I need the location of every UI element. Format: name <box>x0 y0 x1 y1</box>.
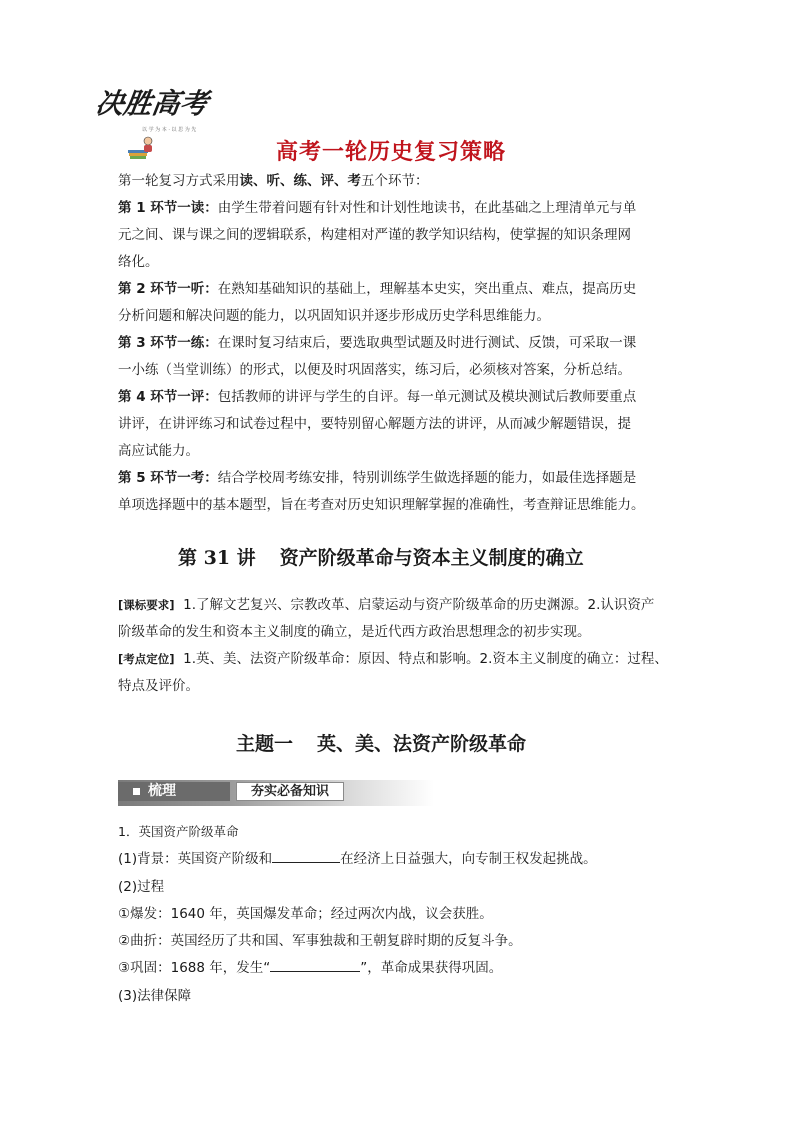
lecture-title: 第 31 讲 资产阶级革命与资本主义制度的确立 <box>178 547 584 569</box>
consolidation-line: ③巩固：1688 年，发生“ ”，革命成果获得巩固。 <box>118 956 502 980</box>
step-2-paragraph: 第 2 环节一听：在熟知基础知识的基础上，理解基本史实，突出重点、难点，提高历史 分析问题和解决问题的能力，以巩固知识并逐步形成历史学科思维能力。 <box>118 281 637 324</box>
process-heading: (2)过程 <box>118 879 165 895</box>
legal-heading: (3)法律保障 <box>118 988 192 1004</box>
background-line: (1)背景：英国资产阶级和 在经济上日益强大，向专制王权发起挑战。 <box>118 847 597 871</box>
twists-line: ②曲折：英国经历了共和国、军事独裁和王朝复辟时期的反复斗争。 <box>118 933 522 949</box>
section-heading: 1．英国资产阶级革命 <box>118 824 239 839</box>
logo-subtitle: 以 学 为 本 · 以 思 为 先 <box>142 127 197 133</box>
fill-in-blank[interactable] <box>270 957 360 972</box>
student-reading-icon <box>126 134 156 160</box>
topic-title: 主题一 英、美、法资产阶级革命 <box>236 733 527 755</box>
outbreak-line: ①爆发：1640 年，英国爆发革命；经过两次内战，议会获胜。 <box>118 906 493 922</box>
step-4-paragraph: 第 4 环节一评：包括教师的讲评与学生的自评。每一单元测试及模块测试后教师要重点 讲评，在讲评练习和试卷过程中，要特别留心解题方法的讲评，从而减少解题错误，提 高应试能力。 <box>118 389 637 459</box>
fill-in-blank[interactable] <box>272 848 340 863</box>
section-banner <box>118 780 434 806</box>
page-title: 高考一轮历史复习策略 <box>276 140 507 165</box>
step-label: 第 4 环节一评： <box>118 389 218 405</box>
step-5-paragraph: 第 5 环节一考：结合学校周考练安排，特别训练学生做选择题的能力，如最佳选择题是 单项选择题中的基本题型，旨在考查对历史知识理解掌握的准确性，考查辩证思维能力。 <box>118 470 645 513</box>
step-label: 第 3 环节一练： <box>118 335 218 351</box>
step-label: 第 1 环节一读： <box>118 200 218 216</box>
exam-focus: [考点定位] 1.英、美、法资产阶级革命：原因、特点和影响。2.资本主义制度的确立：过程、 特点及评价。 <box>118 651 668 694</box>
step-1-paragraph: 第 1 环节一读：由学生带着问题有针对性和计划性地读书，在此基础之上理清单元与单 元之间、课与课之间的逻辑联系，构建相对严谨的教学知识结构，使掌握的知识条理网 络化。 <box>118 200 637 270</box>
logo-text: 决胜高考 <box>93 87 211 120</box>
brand-logo <box>93 80 220 162</box>
step-3-paragraph: 第 3 环节一练：在课时复习结束后，要选取典型试题及时进行测试、反馈，可采取一课 一小练（当堂训练）的形式，以便及时巩固落实，练习后，必须核对答案，分析总结。 <box>118 335 637 378</box>
standards-tag: [课标要求] <box>118 598 175 612</box>
square-bullet-icon <box>133 788 140 795</box>
step-label: 第 2 环节一听： <box>118 281 218 297</box>
focus-tag: [考点定位] <box>118 652 175 666</box>
banner-label: 梳理 <box>118 782 230 801</box>
banner-subtitle: 夯实必备知识 <box>236 782 344 801</box>
step-label: 第 5 环节一考： <box>118 470 218 486</box>
curriculum-standards: [课标要求] 1.了解文艺复兴、宗教改革、启蒙运动与资产阶级革命的历史渊源。2.认识资产 阶级革命的发生和资本主义制度的确立，是近代西方政治思想理念的初步实现。 <box>118 597 655 640</box>
intro-paragraph: 第一轮复习方式采用读、听、练、评、考五个环节： <box>118 173 429 189</box>
